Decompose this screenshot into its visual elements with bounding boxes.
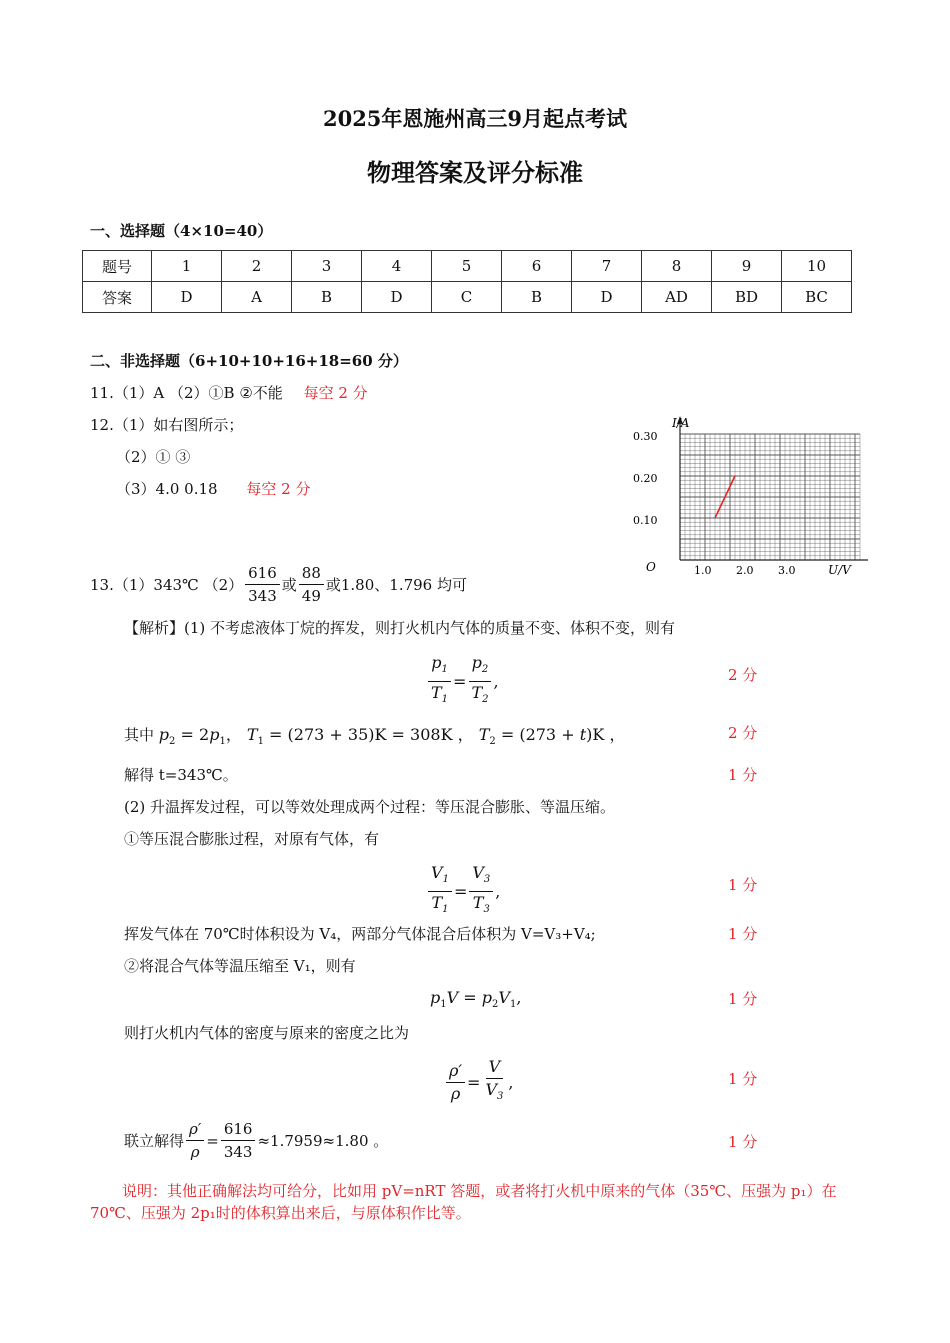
numerator: 88	[299, 562, 324, 585]
table-cell: 4	[362, 251, 432, 282]
fraction-616-343	[221, 1118, 256, 1163]
table-cell: D	[152, 282, 222, 313]
numerator: $V_3$	[469, 862, 493, 892]
table-cell: 2	[222, 251, 292, 282]
or-text: 或	[281, 576, 297, 594]
table-row-numbers	[83, 251, 852, 282]
equals-sign: =	[206, 1131, 219, 1150]
fraction	[446, 1060, 465, 1105]
table-cell: D	[362, 282, 432, 313]
table-cell: 8	[642, 251, 712, 282]
step-1: ①等压混合膨胀过程，对原有气体，有	[124, 830, 380, 848]
x-axis-label: U/V	[828, 563, 851, 577]
eq2-formula: $p_2 = 2p_1$， $T_1 = (273 + 35)K = 308K$ ， $T_2 = (273 + t)K$ ，	[158, 725, 626, 748]
step-2: ②将混合气体等温压缩至 V₁，则有	[124, 957, 356, 975]
graph-grid	[680, 434, 860, 560]
y-tick-label: 0.10	[633, 514, 658, 527]
denominator: 343	[248, 587, 277, 605]
numerator: 616	[245, 562, 280, 585]
q11-answer	[90, 382, 368, 403]
section2-heading: 二、非选择题（6+10+10+16+18=60 分）	[90, 352, 408, 370]
denominator: 49	[301, 587, 321, 605]
equation-1	[426, 652, 499, 711]
denominator: $T_2$	[471, 683, 489, 706]
vapor-volume: 挥发气体在 70℃时体积设为 V₄，两部分气体混合后体积为 V=V₃+V₄;	[124, 925, 596, 943]
score-eq1: 2 分	[728, 666, 758, 684]
row-label-answer: 答案	[83, 282, 152, 313]
numerator: 616	[221, 1118, 256, 1141]
equation-4: $p_1V = p_2V_1$,	[430, 988, 522, 1011]
equation-2	[124, 722, 625, 747]
equals-sign: =	[467, 1072, 481, 1092]
equals-sign: =	[453, 672, 467, 692]
grading-note: 说明：其他正确解法均可给分，比如用 pV=nRT 答题，或者将打火机中原来的气体（35℃、压强为 p₁）在 70℃、压强为 2p₁时的体积算出来后，与原体积作比等。	[90, 1182, 837, 1222]
numerator: $p_1$	[428, 652, 451, 682]
final-pre: 联立解得	[124, 1132, 185, 1150]
score-solve1: 1 分	[728, 766, 758, 784]
q13-tail: 或1.80、1.796 均可	[325, 576, 467, 594]
q11-text: 11.（1）A （2）①B ②不能	[90, 384, 283, 402]
table-cell: BD	[712, 282, 782, 313]
table-cell: 3	[292, 251, 362, 282]
table-cell: B	[292, 282, 362, 313]
table-cell: 5	[432, 251, 502, 282]
table-cell: 10	[782, 251, 852, 282]
page-title: 2025年恩施州高三9月起点考试	[322, 106, 628, 131]
fraction	[482, 1056, 506, 1108]
score-eq2: 2 分	[728, 724, 758, 742]
fraction	[469, 862, 493, 921]
fraction	[468, 652, 491, 711]
final-result	[124, 1118, 388, 1163]
denominator: $V_3$	[485, 1080, 504, 1103]
equals-sign: =	[453, 882, 468, 902]
y-tick-label: 0.30	[633, 430, 658, 443]
comma: ,	[493, 672, 499, 692]
table-cell: 6	[502, 251, 572, 282]
solve-1: 解得 t=343℃。	[124, 766, 238, 784]
density-ratio-intro: 则打火机内气体的密度与原来的密度之比为	[124, 1024, 410, 1042]
numerator: V	[486, 1056, 504, 1079]
q12-score: 每空 2 分	[246, 480, 311, 498]
table-cell: A	[222, 282, 292, 313]
origin-label: O	[646, 560, 656, 574]
q12-line3	[116, 478, 310, 499]
fraction-88-49	[299, 562, 324, 607]
iu-graph	[628, 414, 868, 582]
table-cell: D	[572, 282, 642, 313]
q11-score: 每空 2 分	[303, 384, 368, 402]
numerator: ρ′	[186, 1118, 204, 1141]
numerator: $V_1$	[428, 862, 452, 892]
score-eq3: 1 分	[728, 876, 758, 894]
x-tick-label: 3.0	[778, 564, 796, 577]
answer-table	[82, 250, 852, 313]
table-cell: B	[502, 282, 572, 313]
score-eq5: 1 分	[728, 1070, 758, 1088]
denominator: ρ	[450, 1083, 461, 1103]
score-final: 1 分	[728, 1133, 758, 1151]
page-subtitle: 物理答案及评分标准	[367, 158, 583, 187]
fraction	[186, 1118, 204, 1163]
x-tick-label: 2.0	[736, 564, 754, 577]
score-vapor: 1 分	[728, 925, 758, 943]
fraction-616-343	[245, 562, 280, 607]
table-row-answers	[83, 282, 852, 313]
final-tail: ≈1.7959≈1.80 。	[257, 1132, 389, 1150]
q12-line1: 12.（1）如右图所示；	[90, 416, 244, 434]
numerator: $p_2$	[469, 652, 492, 682]
part-2-intro: (2) 升温挥发过程，可以等效处理成两个过程：等压混合膨胀、等温压缩。	[124, 798, 616, 816]
table-cell: 7	[572, 251, 642, 282]
q13-pre: 13.（1）343℃ （2）	[90, 576, 244, 594]
table-cell: 9	[712, 251, 782, 282]
equation-3	[426, 862, 500, 921]
section1-heading: 一、选择题（4×10=40）	[90, 222, 273, 240]
denominator: $T_1$	[431, 893, 449, 916]
x-tick-label: 1.0	[694, 564, 712, 577]
denominator: ρ	[190, 1143, 200, 1161]
fraction	[428, 862, 452, 921]
denominator: $T_3$	[472, 893, 490, 916]
table-cell: BC	[782, 282, 852, 313]
comma: ,	[495, 882, 501, 902]
denominator: $T_1$	[431, 683, 449, 706]
denominator: 343	[223, 1143, 253, 1161]
table-cell: AD	[642, 282, 712, 313]
y-tick-label: 0.20	[633, 472, 658, 485]
score-eq4: 1 分	[728, 990, 758, 1008]
equation-5	[444, 1056, 513, 1108]
eq2-pre: 其中	[124, 726, 155, 744]
fraction	[428, 652, 451, 711]
numerator: ρ′	[446, 1060, 465, 1083]
q12-line2: （2）① ③	[116, 448, 191, 466]
q12-line3-text: （3）4.0 0.18	[116, 480, 218, 498]
analysis-intro: 【解析】(1) 不考虑液体丁烷的挥发，则打火机内气体的质量不变、体积不变，则有	[124, 619, 676, 637]
q13-answer	[90, 562, 467, 607]
y-axis-label: I/A	[672, 416, 690, 430]
table-cell: C	[432, 282, 502, 313]
row-label-number: 题号	[83, 251, 152, 282]
table-cell: 1	[152, 251, 222, 282]
comma: ,	[508, 1072, 514, 1092]
